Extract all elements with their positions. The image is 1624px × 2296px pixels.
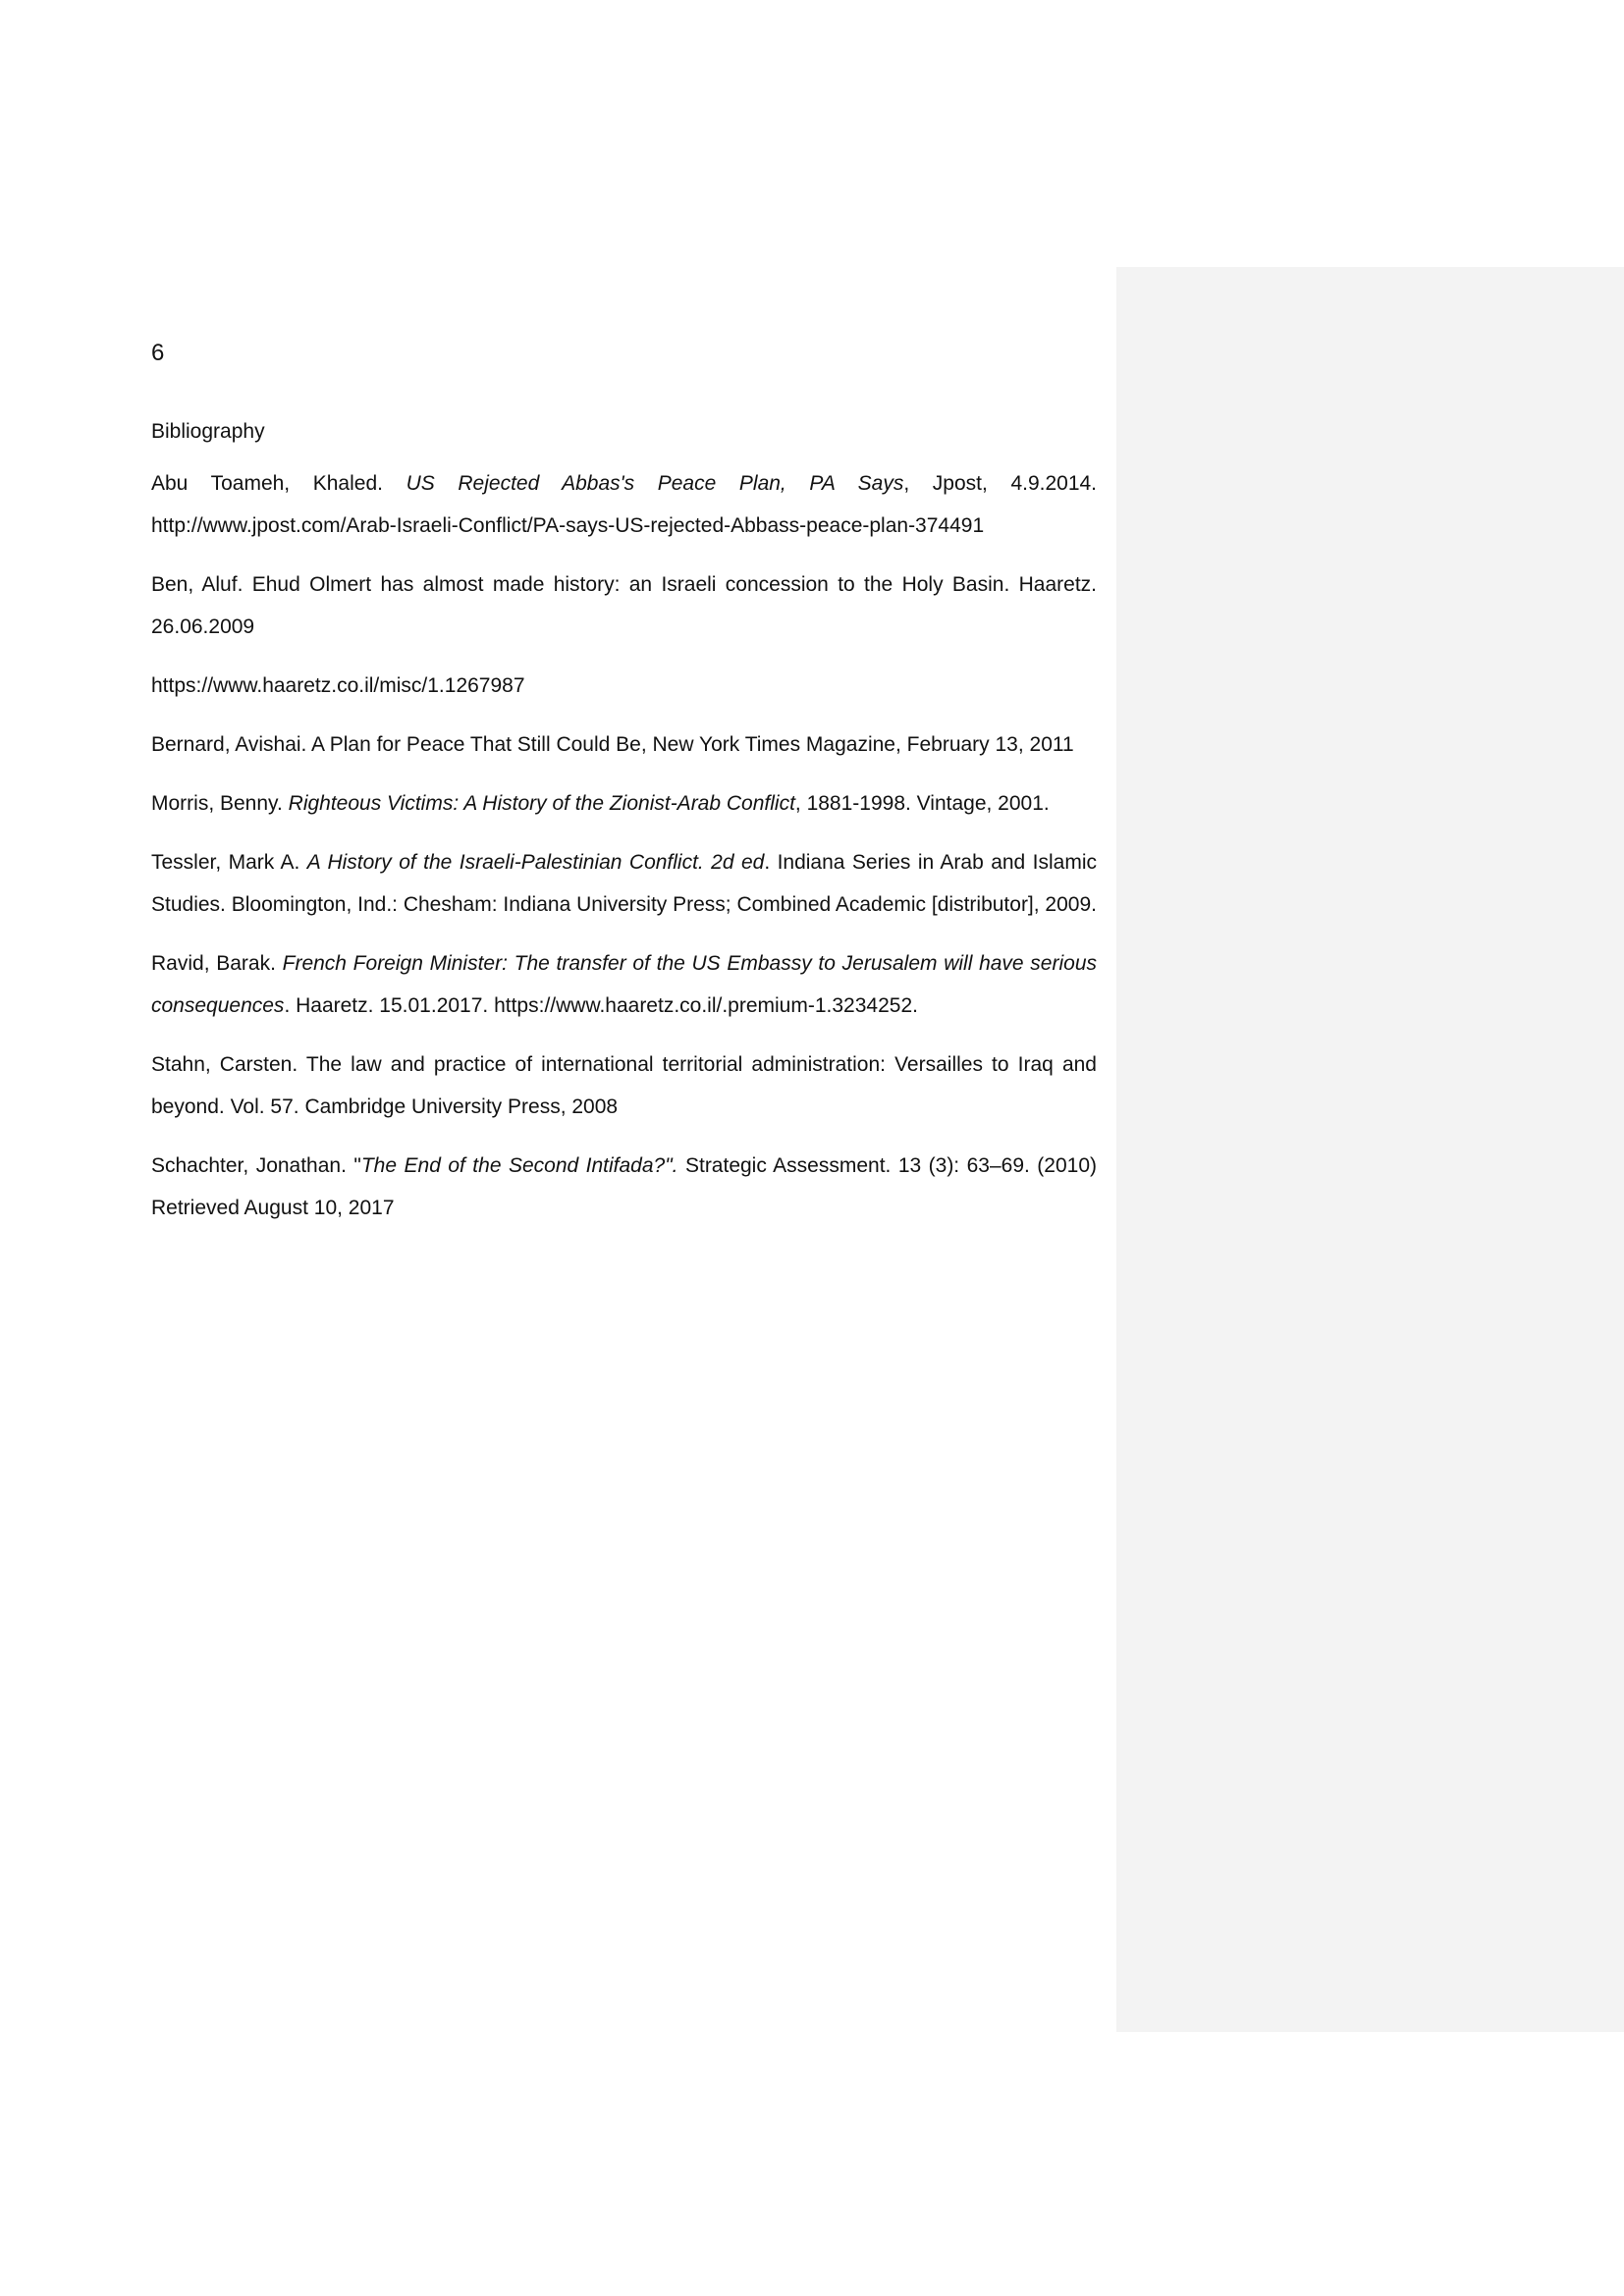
bibliography-entry bbox=[151, 841, 1097, 926]
comment-pane bbox=[1116, 267, 1624, 2032]
entry-text: , Jpost, 4.9.2014. http://www.jpost.com/Arab-Israeli-Conflict/PA-says-US-rejected-Abbass-peace-plan-374491 bbox=[151, 472, 1098, 537]
bibliography-entry bbox=[151, 1145, 1097, 1229]
bibliography-entry bbox=[151, 782, 1097, 825]
entry-text: Ravid, Barak. bbox=[151, 952, 283, 975]
entry-text: . Indiana Series in Arab and Islamic Studies. Bloomington, Ind.: Chesham: Indiana University Press; Combined Academic [distributor], 2009. bbox=[151, 851, 1097, 916]
bibliography-entry bbox=[151, 665, 1097, 707]
bibliography-entry bbox=[151, 563, 1097, 648]
entry-text: Ben, Aluf. Ehud Olmert has almost made history: an Israeli concession to the Holy Basin. Haaretz. 26.06.2009 bbox=[151, 573, 1097, 638]
bibliography-content bbox=[151, 418, 1097, 1246]
page-number: 6 bbox=[151, 340, 165, 366]
entry-title: The End of the Second Intifada?". bbox=[360, 1154, 678, 1177]
bibliography-heading: Bibliography bbox=[151, 420, 265, 443]
bibliography-entry bbox=[151, 942, 1097, 1027]
entry-text: Morris, Benny. bbox=[151, 792, 289, 815]
entry-text: Schachter, Jonathan. " bbox=[151, 1154, 361, 1177]
entry-text: Tessler, Mark A. bbox=[151, 851, 307, 874]
entry-text: Strategic Assessment. 13 (3): 63–69. (2010) Retrieved August 10, 2017 bbox=[151, 1154, 1097, 1219]
bibliography-entry bbox=[151, 723, 1097, 766]
entry-text: , 1881-1998. Vintage, 2001. bbox=[794, 792, 1050, 815]
entry-title: Righteous Victims: A History of the Zionist-Arab Conflict bbox=[288, 792, 795, 815]
entry-text: . Haaretz. 15.01.2017. https://www.haaretz.co.il/.premium-1.3234252. bbox=[284, 994, 918, 1017]
entry-title: A History of the Israeli-Palestinian Conflict. 2d ed bbox=[306, 851, 765, 874]
entry-title: US Rejected Abbas's Peace Plan, PA Says bbox=[406, 472, 904, 495]
bibliography-entry bbox=[151, 462, 1097, 547]
entry-text: Bernard, Avishai. A Plan for Peace That Still Could Be, New York Times Magazine, February 13, 2011 bbox=[151, 733, 1074, 756]
entry-text: https://www.haaretz.co.il/misc/1.1267987 bbox=[151, 674, 525, 697]
entry-text: Abu Toameh, Khaled. bbox=[151, 472, 406, 495]
entry-title: French Foreign Minister: The transfer of the US Embassy to Jerusalem will have serious consequences bbox=[151, 952, 1097, 1017]
entry-text: Stahn, Carsten. The law and practice of international territorial administration: Versailles to Iraq and beyond. Vol. 57. Cambridge University Press, 2008 bbox=[151, 1053, 1097, 1118]
bibliography-entry bbox=[151, 1043, 1097, 1128]
